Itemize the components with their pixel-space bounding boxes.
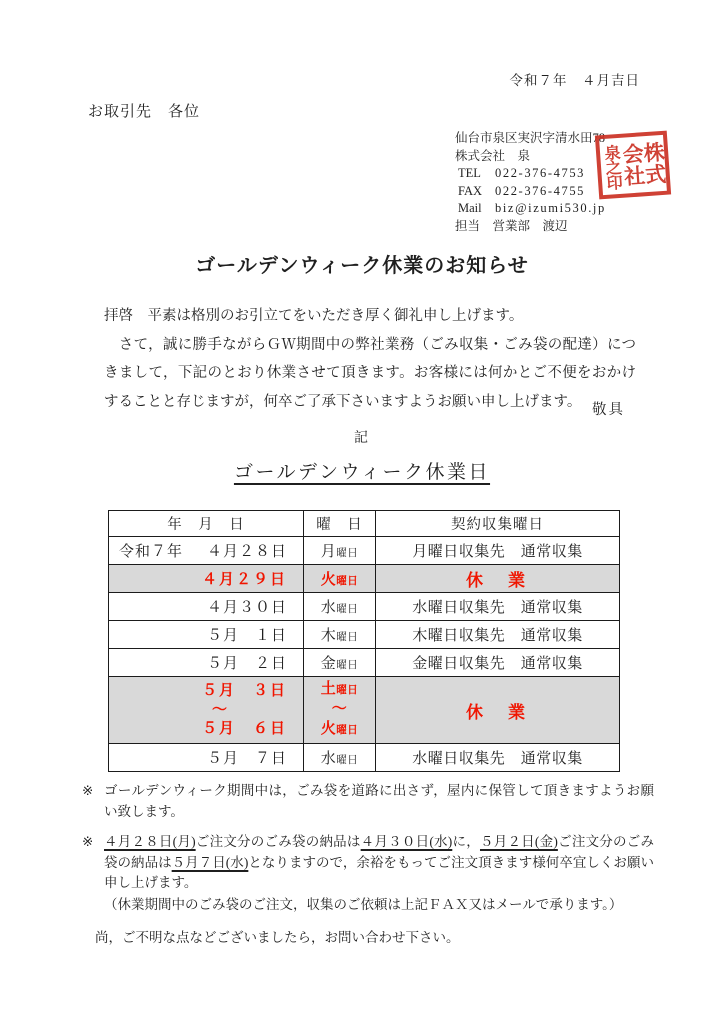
sender-block bbox=[455, 130, 606, 236]
collection-cell: 木曜日収集先 通常収集 bbox=[376, 621, 620, 649]
mail-label: Mail bbox=[458, 201, 482, 216]
note-2-text: ４月２８日(月)ご注文分のごみ袋の納品は４月３０日(水)に，５月２日(金)ご注文分のごみ袋の納品は５月７日(水)となりますので，余裕をもってご注文頂きます様何卒宜しくお願い申し上げます。 （休業期間中のごみ袋のご注文，収集のご依頼は上記ＦＡＸ又はメールで承ります。） bbox=[104, 832, 654, 915]
date-to: ５月 ６日 bbox=[201, 720, 287, 737]
stamp-column: 株式 bbox=[640, 140, 668, 187]
note-2 bbox=[82, 832, 654, 915]
underlined-date: ５月２日(金) bbox=[479, 834, 558, 849]
day-cell: 火曜日 bbox=[320, 572, 359, 588]
closed-label: 休 業 bbox=[376, 677, 620, 744]
date-cell: ４月２９日 bbox=[201, 572, 287, 588]
note-3: 尚，ご不明な点などございましたら，お問い合わせ下さい。 bbox=[95, 930, 460, 945]
collection-cell: 水曜日収集先 通常収集 bbox=[376, 593, 620, 621]
day-from: 土曜日 bbox=[320, 681, 359, 697]
record-mark: 記 bbox=[354, 431, 370, 446]
collection-cell: 金曜日収集先 通常収集 bbox=[376, 649, 620, 677]
notes-section bbox=[82, 781, 654, 949]
stamp-column: 会社 bbox=[619, 142, 647, 188]
sender-fax bbox=[455, 183, 606, 201]
notice-title: ゴールデンウィーク休業のお知らせ bbox=[195, 255, 529, 277]
company-seal-stamp bbox=[595, 131, 671, 200]
note-marker: ※ bbox=[82, 783, 94, 798]
day-cell: 木曜日 bbox=[320, 628, 359, 644]
greeting-paragraph: 拝啓 平素は格別のお引立てをいただき厚く御礼申し上げます。 bbox=[104, 308, 524, 324]
note-2-subtext: （休業期間中のごみ袋のご注文，収集のご依頼は上記ＦＡＸ又はメールで承ります。） bbox=[104, 896, 623, 912]
fax-value: 022-376-4755 bbox=[495, 183, 586, 198]
col-header-date: 年 月 日 bbox=[109, 511, 304, 537]
underlined-date: ５月７日(水) bbox=[171, 854, 249, 870]
table-row bbox=[109, 537, 620, 565]
tel-label: TEL bbox=[458, 166, 481, 181]
date-from: ５月 ３日 bbox=[201, 682, 287, 699]
date-cell: ５月 １日 bbox=[206, 628, 287, 644]
day-cell: 金曜日 bbox=[320, 656, 359, 672]
closed-label: 休 業 bbox=[376, 565, 620, 593]
sender-contact: 担当 営業部 渡辺 bbox=[455, 218, 568, 233]
tel-value: 022-376-4753 bbox=[495, 166, 586, 181]
stamp-column: 泉之印 bbox=[601, 143, 622, 190]
day-cell: 水曜日 bbox=[320, 600, 359, 616]
table-row-closed-range bbox=[109, 677, 620, 744]
date-cell: ４月３０日 bbox=[206, 600, 287, 616]
collection-cell: 水曜日収集先 通常収集 bbox=[376, 744, 620, 772]
date-cell: ５月 ７日 bbox=[206, 751, 287, 767]
collection-cell: 月曜日収集先 通常収集 bbox=[376, 537, 620, 565]
day-cell: 水曜日 bbox=[320, 751, 359, 767]
sender-mail bbox=[455, 200, 606, 218]
schedule-title: ゴールデンウィーク休業日 bbox=[233, 462, 491, 483]
fax-label: FAX bbox=[458, 183, 483, 198]
sender-tel bbox=[455, 165, 606, 183]
day-to: 火曜日 bbox=[320, 721, 359, 737]
closing-word: 敬具 bbox=[592, 402, 625, 418]
addressee: お取引先 各位 bbox=[88, 104, 201, 120]
col-header-collection: 契約収集曜日 bbox=[376, 511, 620, 537]
note-marker: ※ bbox=[82, 834, 94, 849]
body-paragraph: さて，誠に勝手ながらＧＷ期間中の弊社業務（ごみ収集・ごみ袋の配達）につきまして，下記のとおり休業させて頂きます。お客様には何かとご不便をおかけすることと存じますが，何卒ご了承下さいますようお願い申し上げます。 bbox=[104, 336, 636, 410]
table-row bbox=[109, 649, 620, 677]
issue-date: 令和７年 ４月吉日 bbox=[509, 73, 640, 88]
era-label: 令和７年 bbox=[119, 544, 184, 560]
table-header-row bbox=[109, 511, 620, 537]
notice-body bbox=[104, 302, 636, 416]
underlined-date: ４月３０日(水) bbox=[360, 834, 453, 849]
table-row bbox=[109, 621, 620, 649]
range-tilde: 〜 bbox=[211, 701, 229, 718]
note-1-text: ゴールデンウィーク期間中は，ごみ袋を道路に出さず，屋内に保管して頂きますようお願い致します。 bbox=[104, 783, 654, 819]
table-row-closed bbox=[109, 565, 620, 593]
mail-value: biz@izumi530.jp bbox=[495, 201, 606, 216]
col-header-day: 曜 日 bbox=[304, 511, 376, 537]
note-1 bbox=[82, 781, 654, 822]
sender-address: 仙台市泉区実沢字清水田78 bbox=[455, 131, 606, 145]
sender-company: 株式会社 泉 bbox=[455, 148, 531, 163]
date-cell: ５月 ２日 bbox=[206, 656, 287, 672]
table-row bbox=[109, 744, 620, 772]
date-cell: ４月２８日 bbox=[206, 544, 287, 560]
holiday-schedule-table bbox=[108, 510, 620, 772]
range-tilde: 〜 bbox=[331, 701, 348, 717]
table-row bbox=[109, 593, 620, 621]
underlined-date: ４月２８日(月) bbox=[104, 834, 196, 849]
day-cell: 月曜日 bbox=[320, 544, 359, 560]
